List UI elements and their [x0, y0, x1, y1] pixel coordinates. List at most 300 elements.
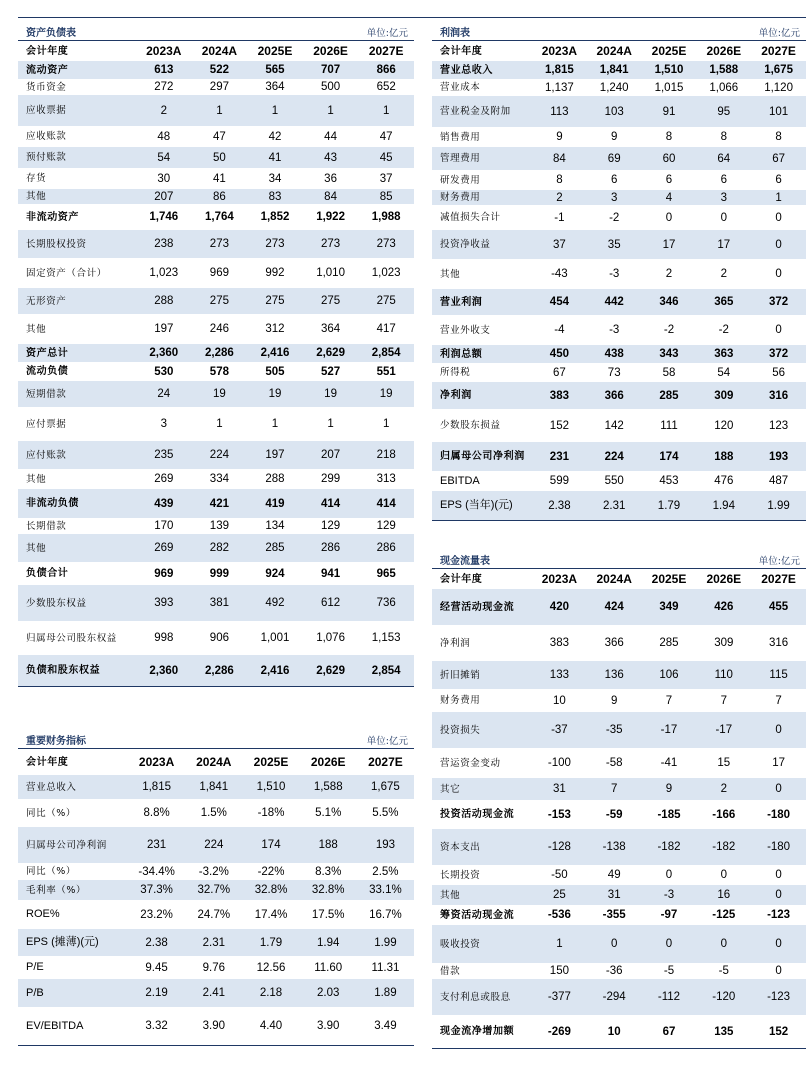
- cell-value: 34: [268, 172, 282, 185]
- table-row: [18, 230, 414, 258]
- cell-value: 47: [212, 130, 226, 143]
- cell-value: 2,854: [371, 664, 401, 677]
- bottom-rule: [18, 1045, 414, 1046]
- cell-value: 10: [553, 694, 566, 707]
- cell-value: 23.2%: [140, 908, 173, 921]
- cell-value: 3: [720, 191, 727, 204]
- cell-value: -37: [551, 724, 568, 736]
- cell-value: 273: [320, 238, 341, 250]
- table-row: [18, 362, 414, 381]
- cell-value: 343: [659, 348, 679, 360]
- header-row: [432, 569, 806, 589]
- table-row: [432, 61, 806, 79]
- row-label: 现金流净增加额: [440, 1026, 515, 1037]
- cell-value: 454: [549, 296, 569, 308]
- cell-value: 231: [147, 839, 167, 851]
- cell-value: 365: [714, 296, 734, 308]
- table-row: [18, 95, 414, 126]
- row-label: EV/EBITDA: [26, 1019, 84, 1032]
- cell-value: 1.79: [259, 936, 283, 949]
- cell-value: 0: [775, 965, 782, 977]
- cell-value: 37: [379, 172, 393, 185]
- table-row: [432, 190, 806, 205]
- table-row: [432, 147, 806, 170]
- row-label: 投资损失: [440, 724, 481, 736]
- cell-value: 17: [772, 757, 785, 769]
- cell-value: 3.49: [374, 1020, 397, 1032]
- table-row: [432, 382, 806, 409]
- cell-value: 30: [157, 172, 171, 185]
- row-label: 净利润: [440, 637, 471, 649]
- row-label: 归属母公司净利润: [440, 451, 525, 462]
- unit-label: 单位:亿元: [366, 736, 408, 747]
- cell-value: -123: [767, 909, 791, 921]
- cell-value: 49: [607, 869, 621, 881]
- row-label: 销售费用: [440, 131, 481, 143]
- cell-value: 8: [665, 131, 673, 143]
- cell-value: 9.76: [202, 961, 225, 974]
- cell-value: 1,153: [371, 632, 401, 644]
- cell-value: 1: [775, 191, 782, 204]
- cell-value: 0: [775, 211, 782, 224]
- table-row: [432, 905, 806, 925]
- table-title: 现金流量表: [440, 556, 490, 567]
- cash-flow-title-bar: [432, 548, 806, 568]
- row-label: EPS (摊薄)(元): [26, 936, 99, 948]
- table-row: [18, 863, 414, 880]
- cell-value: 269: [154, 542, 174, 554]
- cash-flow-panel: [432, 548, 806, 1049]
- cell-value: 1,815: [545, 64, 574, 76]
- cell-value: -17: [660, 724, 678, 736]
- cell-value: 16.7%: [369, 908, 402, 921]
- table-row: [432, 689, 806, 712]
- balance-sheet-title-bar: [18, 20, 414, 40]
- row-label: 长期股权投资: [26, 238, 87, 250]
- cell-value: 1,988: [371, 211, 401, 223]
- year-header: 2025E: [257, 44, 293, 58]
- cell-value: -355: [602, 909, 626, 921]
- row-label: 财务费用: [440, 192, 481, 203]
- cell-value: 8: [720, 131, 727, 143]
- cell-value: 372: [768, 348, 789, 360]
- cell-value: 54: [717, 366, 731, 379]
- cell-value: 366: [604, 637, 624, 649]
- cell-value: 612: [320, 597, 341, 609]
- cell-value: 67: [662, 1025, 676, 1038]
- cell-value: 67: [553, 366, 566, 379]
- cell-value: 101: [768, 105, 789, 118]
- year-header: 2024A: [596, 572, 632, 586]
- row-label: 管理费用: [440, 153, 481, 164]
- cell-value: 218: [376, 449, 396, 461]
- cell-value: 288: [154, 295, 174, 307]
- cell-value: 1,588: [313, 781, 343, 793]
- cell-value: 1.94: [712, 499, 735, 512]
- cell-value: 2: [556, 191, 563, 204]
- cell-value: 17.5%: [311, 908, 345, 921]
- cell-value: 84: [324, 190, 337, 203]
- cell-value: 9: [610, 131, 618, 143]
- cell-value: 273: [376, 238, 396, 250]
- cell-value: 2,416: [260, 664, 290, 677]
- cell-value: 37.3%: [140, 884, 173, 896]
- cell-value: -185: [657, 808, 681, 821]
- cell-value: 312: [265, 323, 285, 335]
- cell-value: 45: [379, 151, 393, 164]
- cell-value: 273: [209, 238, 229, 250]
- cell-value: 50: [212, 151, 226, 164]
- row-label: 经营活动现金流: [440, 601, 515, 613]
- cell-value: -36: [605, 965, 623, 977]
- cell-value: 273: [265, 238, 285, 250]
- cell-value: 188: [318, 839, 338, 851]
- cell-value: 235: [154, 449, 174, 461]
- year-header: 2023A: [541, 44, 578, 58]
- table-row: [432, 800, 806, 829]
- cell-value: 2,360: [149, 664, 179, 677]
- cell-value: 41: [268, 151, 282, 164]
- cell-value: 10: [607, 1025, 621, 1038]
- balance-sheet-panel: [18, 20, 414, 687]
- cell-value: 364: [320, 323, 341, 335]
- table-row: [18, 344, 414, 362]
- cell-value: 652: [376, 81, 396, 93]
- cell-value: 7: [610, 783, 618, 795]
- cell-value: 43: [324, 151, 337, 164]
- cell-value: 2.38: [145, 936, 168, 949]
- cell-value: 1: [271, 104, 279, 117]
- row-label: 归属母公司净利润: [26, 839, 107, 851]
- cell-value: 285: [659, 637, 679, 649]
- table-row: [18, 189, 414, 204]
- cell-value: 188: [714, 450, 734, 463]
- row-label: 净利润: [440, 390, 472, 401]
- cell-value: 736: [376, 597, 396, 609]
- cell-value: -3.2%: [198, 865, 229, 878]
- cell-value: 174: [659, 450, 679, 463]
- unit-label: 单位:亿元: [366, 28, 408, 39]
- cell-value: -1: [554, 211, 565, 224]
- cell-value: 3.90: [202, 1020, 225, 1032]
- cell-value: 275: [265, 295, 285, 307]
- cell-value: 0: [720, 211, 727, 224]
- table-row: [432, 491, 806, 520]
- cell-value: 599: [549, 475, 569, 487]
- table-row: [432, 471, 806, 491]
- cell-value: 316: [768, 389, 789, 402]
- year-header: 2026E: [313, 44, 348, 58]
- cell-value: 67: [772, 152, 785, 165]
- cell-value: -125: [712, 909, 736, 921]
- row-label: 应收账款: [26, 131, 67, 142]
- table-row: [18, 79, 414, 95]
- cell-value: -50: [551, 869, 568, 881]
- row-label: 其他: [26, 323, 47, 335]
- table-row: [18, 775, 414, 799]
- cell-value: 1,815: [142, 781, 171, 793]
- cell-value: 1,023: [371, 267, 401, 279]
- cell-value: 297: [209, 81, 229, 93]
- cell-value: 438: [604, 348, 624, 360]
- row-label: 利润总额: [440, 348, 483, 360]
- cell-value: 2: [160, 104, 167, 117]
- cell-value: -536: [547, 909, 571, 921]
- cell-value: 0: [775, 238, 782, 251]
- cell-value: 17: [662, 238, 676, 251]
- cell-value: 0: [775, 268, 782, 280]
- cell-value: -18%: [257, 807, 285, 819]
- cell-value: 207: [154, 190, 174, 203]
- row-label: 支付利息或股息: [440, 991, 511, 1003]
- cell-value: 285: [659, 389, 679, 402]
- cell-value: 0: [775, 869, 782, 881]
- header-label: 会计年度: [26, 756, 69, 768]
- cell-value: 1,764: [205, 211, 234, 223]
- cell-value: 1.94: [317, 936, 340, 949]
- row-label: 固定资产（合计）: [26, 267, 107, 279]
- table-row: [18, 979, 414, 1007]
- cell-value: -5: [663, 965, 675, 977]
- row-label: 同比（%）: [26, 866, 77, 877]
- year-header: 2024A: [196, 755, 232, 769]
- table-row: [432, 170, 806, 190]
- cell-value: 1,076: [316, 632, 345, 644]
- table-title: 利润表: [440, 28, 470, 39]
- cell-value: 3: [160, 418, 167, 430]
- cell-value: 19: [324, 388, 337, 400]
- cell-value: 906: [209, 632, 229, 644]
- cell-value: 414: [376, 497, 396, 510]
- row-label: 研发费用: [440, 174, 481, 186]
- cell-value: 2.18: [259, 987, 283, 999]
- cell-value: 6: [720, 174, 727, 186]
- table-row: [18, 407, 414, 441]
- cell-value: 6: [610, 174, 618, 186]
- table-row: [18, 929, 414, 956]
- row-label: 毛利率（%）: [26, 884, 87, 896]
- table-row: [432, 712, 806, 748]
- cell-value: -5: [718, 965, 729, 977]
- cell-value: -128: [547, 841, 571, 853]
- cell-value: 64: [717, 152, 731, 165]
- cell-value: 1,841: [599, 64, 629, 76]
- cell-value: 455: [768, 601, 789, 613]
- cell-value: 224: [204, 839, 224, 851]
- cell-value: -377: [547, 991, 571, 1003]
- cell-value: 999: [209, 567, 229, 580]
- cell-value: 309: [714, 389, 734, 402]
- year-header: 2026E: [310, 755, 346, 769]
- cell-value: 3.32: [145, 1020, 168, 1032]
- top-rule: [18, 17, 806, 18]
- cell-value: 1,675: [371, 781, 400, 793]
- cell-value: 285: [265, 542, 285, 554]
- year-header: 2027E: [368, 755, 403, 769]
- cell-value: 2,416: [260, 347, 290, 359]
- cell-value: 0: [665, 211, 673, 224]
- cell-value: -112: [657, 991, 681, 1003]
- table-row: [432, 363, 806, 382]
- cell-value: 2: [720, 268, 727, 280]
- cell-value: 372: [768, 296, 789, 308]
- row-label: 营业总收入: [26, 781, 77, 793]
- header-label: 会计年度: [26, 45, 69, 57]
- year-header: 2026E: [706, 44, 742, 58]
- cell-value: 8.3%: [315, 865, 342, 878]
- cell-value: -180: [767, 808, 791, 821]
- table-row: [18, 534, 414, 562]
- cell-value: 11.31: [371, 961, 400, 974]
- cell-value: 91: [662, 105, 676, 118]
- cell-value: -58: [605, 757, 623, 769]
- cell-value: 85: [379, 190, 393, 203]
- cell-value: 527: [320, 365, 341, 378]
- row-label: 归属母公司股东权益: [26, 632, 117, 644]
- cell-value: -3: [609, 324, 620, 336]
- row-label: 流动负债: [26, 366, 69, 377]
- cell-value: 32.8%: [254, 884, 288, 896]
- cell-value: 364: [265, 81, 285, 93]
- cell-value: 9.45: [145, 961, 168, 974]
- cell-value: 7: [775, 694, 782, 707]
- cell-value: 381: [209, 597, 229, 609]
- cell-value: 1,510: [256, 781, 286, 793]
- cell-value: 47: [379, 130, 393, 143]
- cell-value: 2.41: [202, 987, 225, 999]
- cell-value: 4.40: [259, 1020, 283, 1032]
- cell-value: 286: [376, 542, 396, 554]
- cell-value: 6: [775, 174, 782, 186]
- cell-value: -3: [663, 889, 675, 901]
- cell-value: 1: [556, 938, 563, 950]
- cell-value: 0: [775, 724, 782, 736]
- table-row: [18, 288, 414, 314]
- cell-value: 83: [268, 190, 282, 203]
- table-row: [18, 147, 414, 168]
- cell-value: 1,675: [764, 64, 793, 76]
- cell-value: 1.89: [374, 987, 397, 999]
- year-header: 2025E: [651, 572, 687, 586]
- cell-value: 578: [209, 365, 229, 378]
- cell-value: 224: [209, 449, 229, 461]
- unit-label: 单位:亿元: [758, 28, 800, 39]
- table-title: 重要财务指标: [26, 736, 86, 747]
- cell-value: 24.7%: [197, 908, 231, 921]
- cell-value: 197: [154, 323, 174, 335]
- key-indicators-panel: [18, 728, 414, 1046]
- bottom-rule: [432, 520, 806, 521]
- cell-value: 224: [604, 450, 624, 463]
- cell-value: -138: [602, 841, 626, 853]
- cell-value: 15: [717, 757, 731, 769]
- row-label: 投资净收益: [440, 239, 491, 250]
- table-row: [432, 409, 806, 442]
- cell-value: 12.56: [256, 961, 286, 974]
- cell-value: 2: [720, 783, 727, 795]
- cell-value: 106: [659, 669, 679, 681]
- table-row: [18, 204, 414, 230]
- cell-value: -100: [547, 757, 571, 769]
- cell-value: 275: [376, 295, 396, 307]
- cell-value: 505: [265, 365, 285, 378]
- row-label: 其它: [440, 783, 461, 795]
- cell-value: 0: [720, 938, 727, 950]
- cell-value: -34.4%: [138, 865, 175, 878]
- cell-value: 0: [775, 889, 782, 901]
- cell-value: 439: [154, 497, 174, 510]
- cell-value: 4: [665, 191, 673, 204]
- cell-value: 8: [556, 174, 563, 186]
- row-label: 长期投资: [440, 869, 481, 881]
- cell-value: 349: [659, 601, 679, 613]
- cell-value: -182: [657, 841, 681, 853]
- cell-value: 453: [659, 475, 679, 487]
- row-label: 应收票据: [26, 105, 67, 116]
- cell-value: 16: [717, 889, 731, 901]
- cell-value: 419: [265, 497, 285, 510]
- table-row: [18, 381, 414, 407]
- table-row: [18, 489, 414, 518]
- cell-value: -22%: [257, 865, 285, 878]
- year-header: 2027E: [761, 44, 796, 58]
- row-label: 非流动资产: [26, 211, 79, 223]
- cell-value: 866: [376, 64, 396, 76]
- cell-value: 2.31: [603, 499, 626, 512]
- cell-value: 3.90: [317, 1020, 340, 1032]
- cell-value: 135: [714, 1025, 734, 1038]
- cell-value: -41: [660, 757, 678, 769]
- cell-value: 299: [320, 473, 341, 485]
- cell-value: 17: [717, 238, 731, 251]
- cell-value: -3: [609, 268, 620, 280]
- row-label: 营业利润: [440, 296, 483, 308]
- year-header: 2024A: [201, 44, 238, 58]
- row-label: 存货: [26, 173, 47, 184]
- table-row: [432, 589, 806, 625]
- table-row: [18, 314, 414, 344]
- cell-value: 36: [324, 172, 337, 185]
- row-label: 减值损失合计: [440, 212, 501, 223]
- cell-value: 346: [659, 296, 679, 308]
- cell-value: 1,120: [764, 81, 793, 94]
- table-title: 资产负债表: [26, 28, 76, 39]
- row-label: 非流动负债: [26, 498, 79, 509]
- cell-value: 152: [768, 1025, 789, 1038]
- cell-value: 31: [607, 889, 621, 901]
- cell-value: 1: [382, 104, 390, 117]
- cell-value: 48: [157, 130, 171, 143]
- cell-value: 8.8%: [143, 807, 170, 819]
- row-label: EBITDA: [440, 474, 480, 487]
- key-indicators-title-bar: [18, 728, 414, 748]
- table-row: [432, 925, 806, 963]
- income-statement-title-bar: [432, 20, 806, 40]
- cell-value: 2.31: [202, 936, 225, 949]
- cell-value: 136: [604, 669, 624, 681]
- cell-value: 992: [265, 267, 285, 279]
- cell-value: 11.60: [314, 961, 343, 974]
- cell-value: 998: [154, 632, 174, 644]
- cell-value: 1,841: [199, 781, 229, 793]
- cell-value: 613: [154, 64, 174, 76]
- cell-value: -120: [712, 991, 736, 1003]
- bottom-rule: [18, 686, 414, 687]
- cell-value: 1.5%: [200, 807, 227, 819]
- cell-value: 2,629: [316, 347, 345, 359]
- cell-value: 42: [268, 130, 282, 143]
- cell-value: 269: [154, 473, 174, 485]
